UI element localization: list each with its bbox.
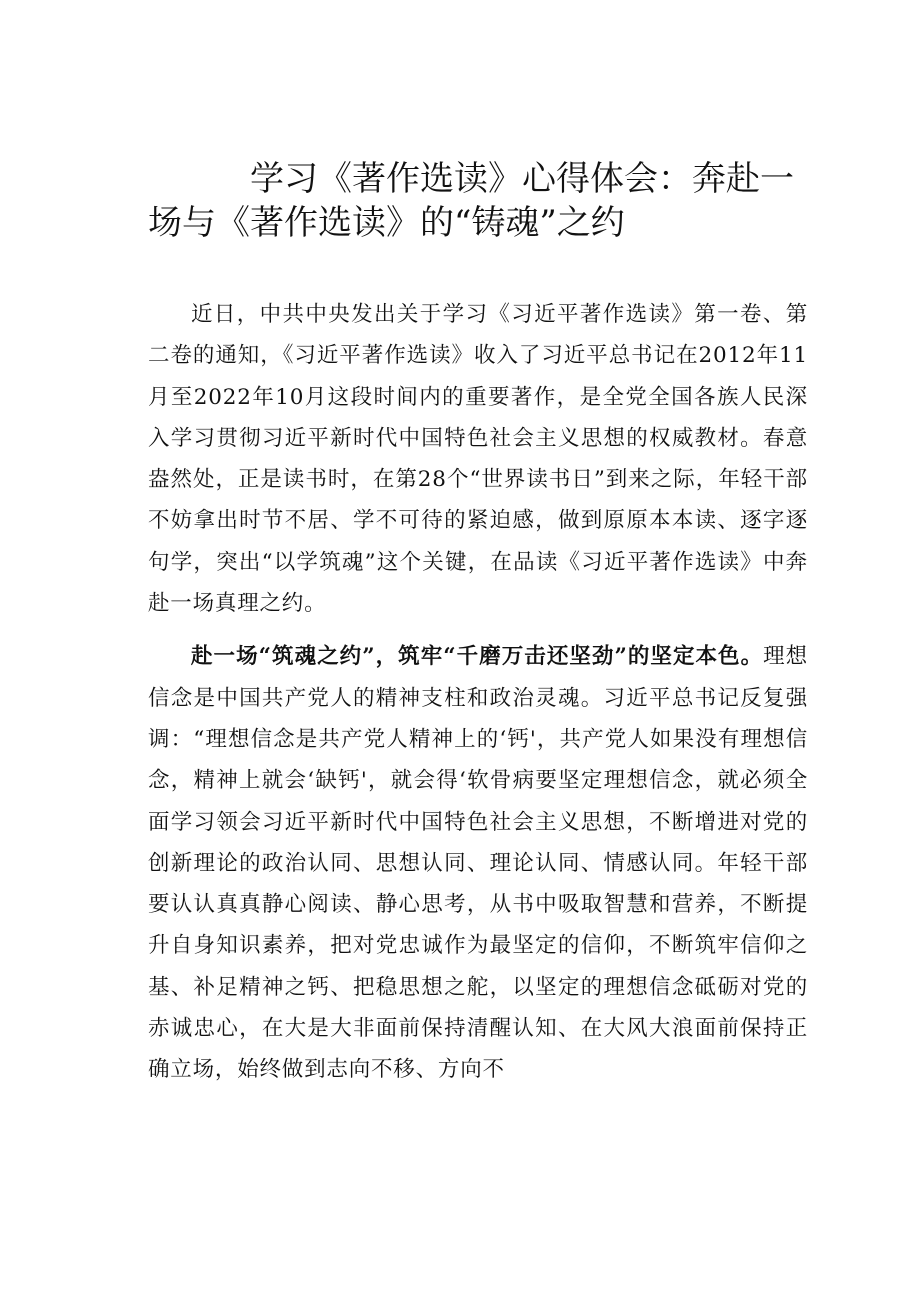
paragraph-2 (148, 636, 808, 1090)
paragraph-2-text: 理想信念是中国共产党人的精神支柱和政治灵魂。习近平总书记反复强调：“理想信念是共产党人精神上的‘钙'，共产党人如果没有理想信念，精神上就会‘缺钙'，就会得‘软骨病要坚定理想信念，就必须全面学习领会习近平新时代中国特色社会主义思想，不断增进对党的创新理论的政治认同、思想认同、理论认同、情感认同。年轻干部要认认真真静心阅读、静心思考，从书中吸取智慧和营养，不断提升自身知识素养，把对党忠诚作为最坚定的信仰，不断筑牢信仰之基、补足精神之钙、把稳思想之舵，以坚定的理想信念砥砺对党的赤诚忠心，在大是大非面前保持清醒认知、在大风大浪面前保持正确立场，始终做到志向不移、方向不 (148, 644, 808, 1083)
document-title: 学习《著作选读》心得体会：奔赴一场与《著作选读》的“铸魂”之约 (148, 159, 794, 243)
document-body (148, 294, 808, 1091)
paragraph-1 (148, 294, 808, 624)
paragraph-1-text: 近日，中共中央发出关于学习《习近平著作选读》第一卷、第二卷的通知，《习近平著作选读》收入了习近平总书记在2012年11月至2022年10月这段时间内的重要著作，是全党全国各族人民深入学习贯彻习近平新时代中国特色社会主义思想的权威教材。春意盎然处，正是读书时，在第28个“世界读书日”到来之际，年轻干部不妨拿出时节不居、学不可待的紧迫感，做到原原本本读、逐字逐句学，突出“以学筑魂”这个关键，在品读《习近平著作选读》中奔赴一场真理之约。 (148, 302, 808, 617)
paragraph-2-lead: 赴一场“筑魂之约”，筑牢“千磨万击还坚劲”的坚定本色。 (191, 644, 764, 670)
